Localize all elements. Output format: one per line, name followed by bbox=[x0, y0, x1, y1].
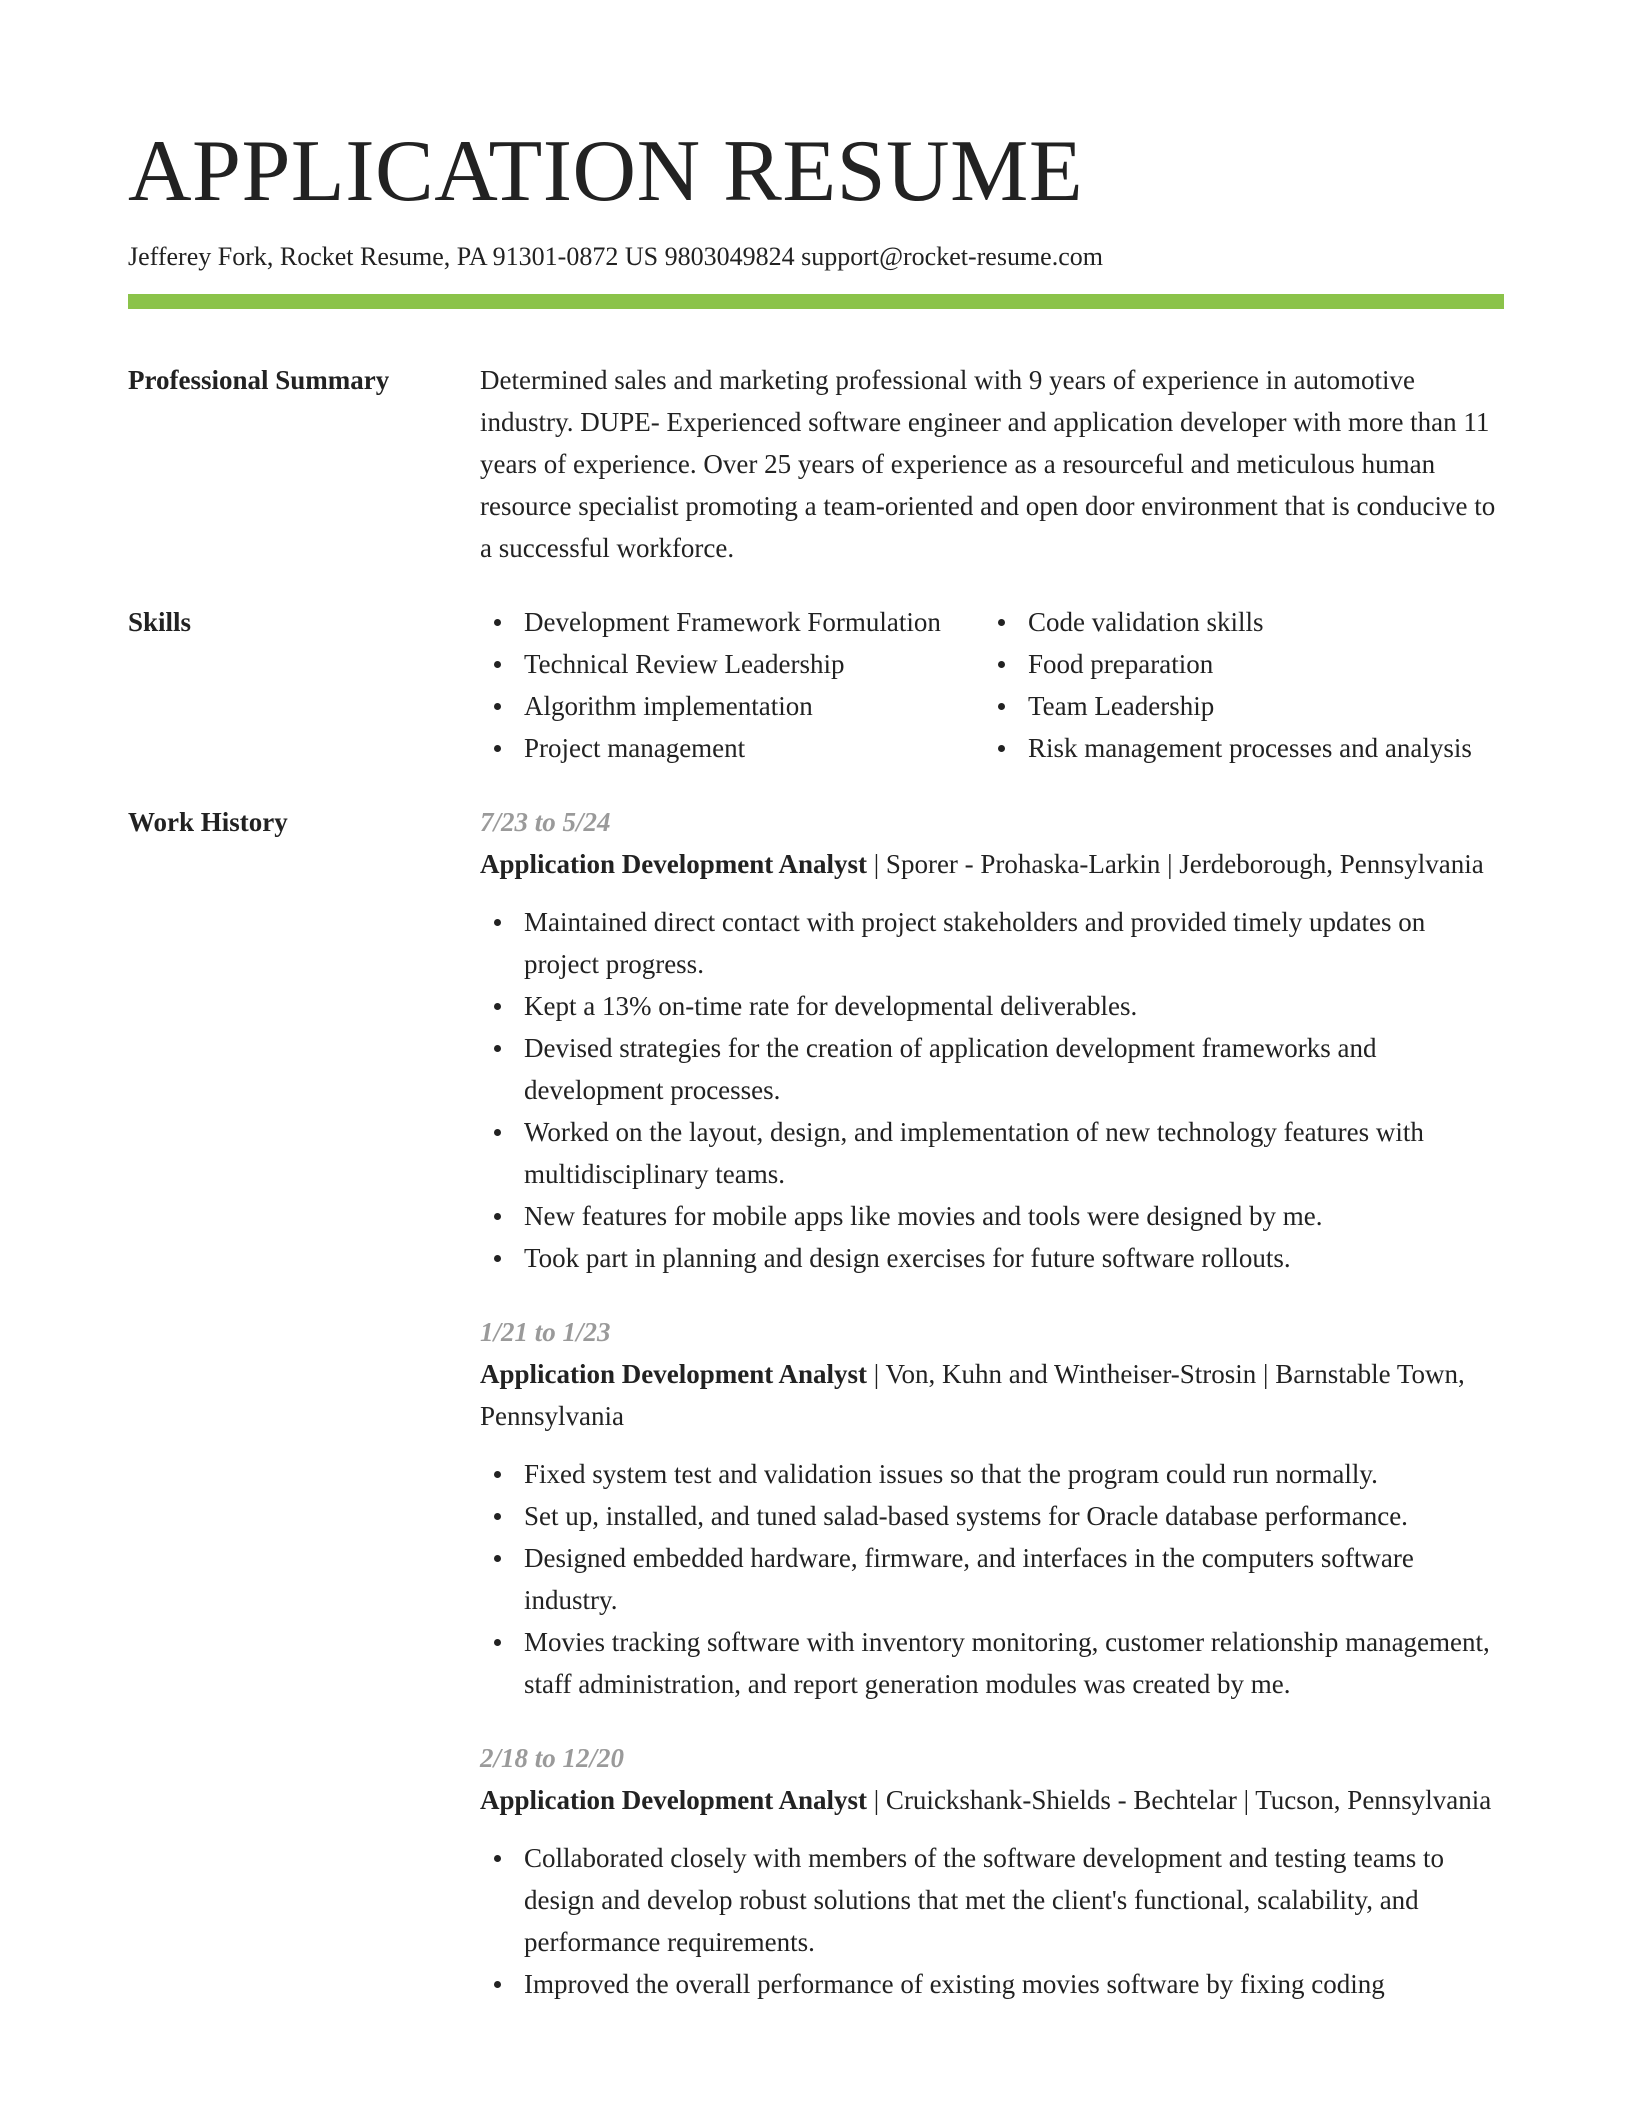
section-label-skills: Skills bbox=[128, 607, 192, 637]
skill-item: Team Leadership bbox=[984, 685, 1504, 727]
job-title: Application Development Analyst bbox=[480, 1359, 868, 1389]
job-entry bbox=[480, 801, 1504, 1279]
job-entry bbox=[480, 1737, 1504, 2005]
job-employer-location: | Von, Kuhn and Wintheiser-Strosin | Barnstable Town, Pennsylvania bbox=[480, 1359, 1465, 1431]
job-heading bbox=[480, 1353, 1504, 1437]
job-employer-location: | Cruickshank-Shields - Bechtelar | Tucson, Pennsylvania bbox=[867, 1785, 1492, 1815]
summary-text: Determined sales and marketing professional with 9 years of experience in automotive industry. DUPE- Experienced software engineer and application developer with more than 11 years of experience. Over 25 years of experience as a resourceful and meticulous human resource specialist promoting a team-oriented and open door environment that is conducive to a successful workforce. bbox=[480, 365, 1496, 563]
job-dates: 1/21 to 1/23 bbox=[480, 1317, 611, 1347]
skills-columns bbox=[480, 601, 1504, 769]
job-bullet: Collaborated closely with members of the software development and testing teams to design and develop robust solutions that met the client's functional, scalability, and performance requirements. bbox=[480, 1837, 1504, 1963]
section-label-work-history: Work History bbox=[128, 807, 288, 837]
skill-item: Risk management processes and analysis bbox=[984, 727, 1504, 769]
job-bullet: Set up, installed, and tuned salad-based systems for Oracle database performance. bbox=[480, 1495, 1504, 1537]
job-heading bbox=[480, 843, 1504, 885]
job-title: Application Development Analyst bbox=[480, 1785, 868, 1815]
job-bullet: Took part in planning and design exercises for future software rollouts. bbox=[480, 1237, 1504, 1279]
job-bullets bbox=[480, 1837, 1504, 2005]
job-bullets bbox=[480, 1453, 1504, 1705]
resume-title: APPLICATION RESUME bbox=[128, 123, 1084, 220]
job-title: Application Development Analyst bbox=[480, 849, 868, 879]
skill-item: Algorithm implementation bbox=[480, 685, 984, 727]
resume-page bbox=[128, 0, 1504, 2037]
skill-item: Development Framework Formulation bbox=[480, 601, 984, 643]
summary-body bbox=[480, 359, 1504, 569]
work-history-body bbox=[480, 801, 1504, 2037]
skill-item: Technical Review Leadership bbox=[480, 643, 984, 685]
job-bullet: Designed embedded hardware, firmware, and interfaces in the computers software industry. bbox=[480, 1537, 1504, 1621]
job-bullet: Fixed system test and validation issues so that the program could run normally. bbox=[480, 1453, 1504, 1495]
job-bullets bbox=[480, 901, 1504, 1279]
skill-item: Code validation skills bbox=[984, 601, 1504, 643]
skills-list-right bbox=[984, 601, 1504, 769]
job-dates: 7/23 to 5/24 bbox=[480, 807, 611, 837]
job-bullet: New features for mobile apps like movies and tools were designed by me. bbox=[480, 1195, 1504, 1237]
professional-summary-section bbox=[128, 359, 1504, 569]
accent-divider bbox=[128, 294, 1504, 309]
job-bullet: Devised strategies for the creation of application development frameworks and development processes. bbox=[480, 1027, 1504, 1111]
section-label-summary: Professional Summary bbox=[128, 365, 390, 395]
skills-list-left bbox=[480, 601, 984, 769]
work-history-section bbox=[128, 801, 1504, 2037]
job-bullet: Maintained direct contact with project stakeholders and provided timely updates on project progress. bbox=[480, 901, 1504, 985]
job-bullet: Movies tracking software with inventory monitoring, customer relationship management, staff administration, and report generation modules was created by me. bbox=[480, 1621, 1504, 1705]
skills-section bbox=[128, 601, 1504, 769]
job-dates: 2/18 to 12/20 bbox=[480, 1743, 625, 1773]
job-employer-location: | Sporer - Prohaska-Larkin | Jerdeborough, Pennsylvania bbox=[867, 849, 1484, 879]
job-bullet: Worked on the layout, design, and implementation of new technology features with multidisciplinary teams. bbox=[480, 1111, 1504, 1195]
job-heading bbox=[480, 1779, 1504, 1821]
job-bullet: Kept a 13% on-time rate for developmental deliverables. bbox=[480, 985, 1504, 1027]
job-bullet: Improved the overall performance of existing movies software by fixing coding bbox=[480, 1963, 1504, 2005]
job-entry bbox=[480, 1311, 1504, 1705]
skill-item: Food preparation bbox=[984, 643, 1504, 685]
skill-item: Project management bbox=[480, 727, 984, 769]
contact-line: Jefferey Fork, Rocket Resume, PA 91301-0872 US 9803049824 support@rocket-resume.com bbox=[128, 242, 1103, 271]
